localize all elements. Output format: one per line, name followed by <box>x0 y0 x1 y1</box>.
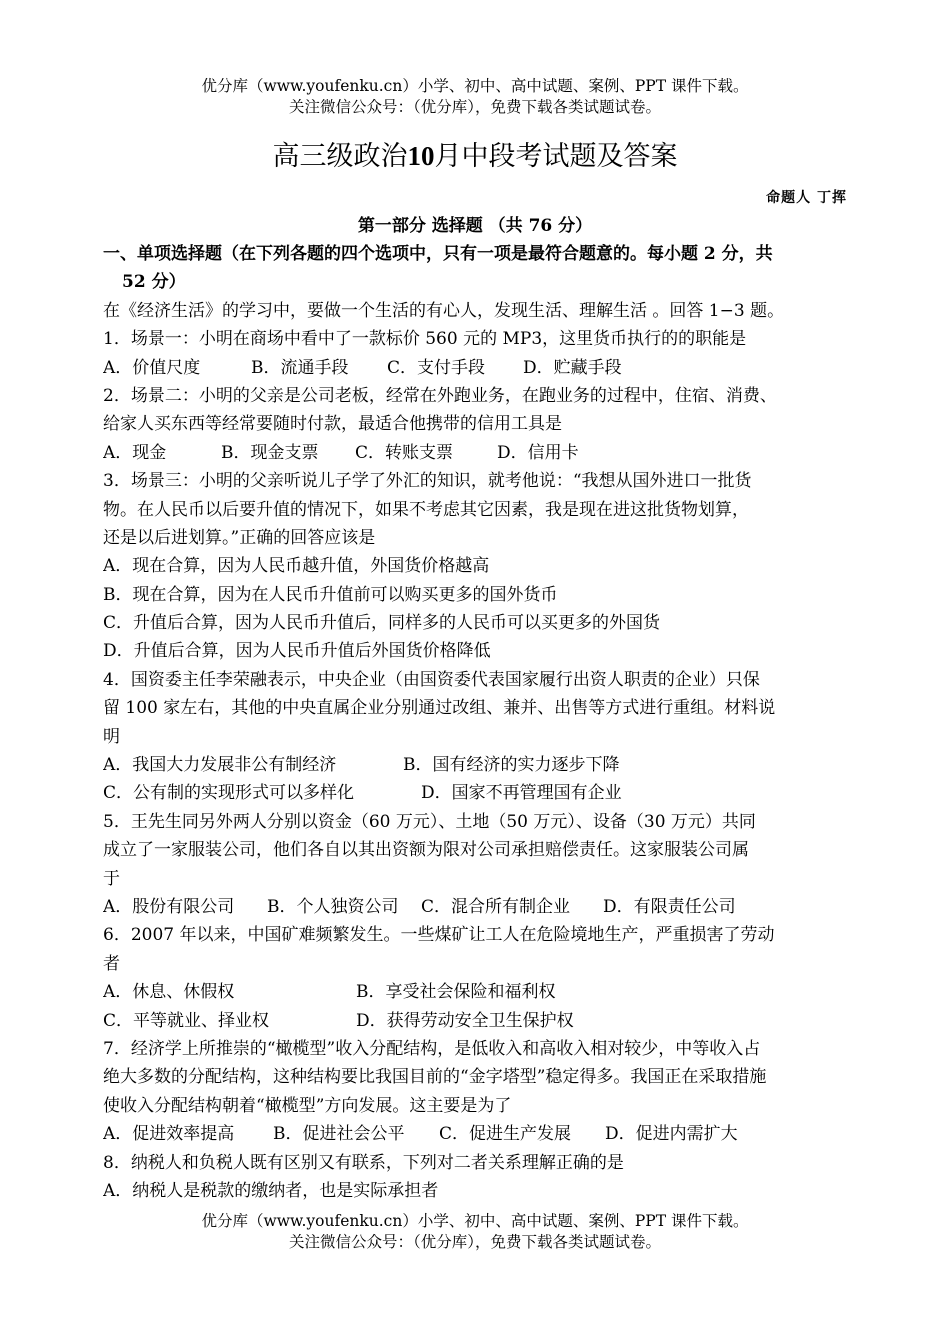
option-b: B．个人独资公司 <box>267 896 399 917</box>
option-d: D．有限责任公司 <box>603 896 736 917</box>
option-a: A．价值尺度 <box>103 357 201 378</box>
question-5-stem: 于 <box>103 868 120 889</box>
option-a: A．休息、休假权 <box>103 982 235 1003</box>
option-a: A．促进效率提高 <box>103 1124 235 1145</box>
question-7-stem: 使收入分配结构朝着“橄榄型”方向发展。这主要是为了 <box>103 1095 512 1116</box>
footer-line-1: 优分库（www.youfenku.cn）小学、初中、高中试题、案例、PPT 课件下载。 <box>201 1212 749 1230</box>
question-7-options <box>103 1120 863 1148</box>
option-c: C．混合所有制企业 <box>421 896 571 917</box>
section-heading: 一、单项选择题（在下列各题的四个选项中，只有一项是最符合题意的。每小题 2 分，共 <box>103 244 773 264</box>
footer-line-2: 关注微信公众号：（优分库），免费下载各类试题试卷。 <box>288 1233 661 1251</box>
part-heading: 第一部分 选择题 （共 76 分） <box>357 216 593 236</box>
question-4-stem: 明 <box>103 726 120 747</box>
option-c: C．转账支票 <box>355 442 454 463</box>
document-title: 高三级政治10月中段考试题及答案 <box>272 141 678 172</box>
question-3-stem: 还是以后进划算。”正确的回答应该是 <box>103 527 376 548</box>
option-a: A．现金 <box>103 442 167 463</box>
question-8-stem: 8．纳税人和负税人既有区别又有联系，下列对二者关系理解正确的是 <box>103 1152 624 1173</box>
option-d: D．获得劳动安全卫生保护权 <box>356 1010 574 1031</box>
question-6-stem: 6．2007 年以来，中国矿难频繁发生。一些煤矿让工人在危险境地生产，严重损害了劳动 <box>103 925 775 946</box>
option-c: C．支付手段 <box>387 357 486 378</box>
option-a: A．我国大力发展非公有制经济 <box>103 755 337 776</box>
option-c: C．平等就业、择业权 <box>103 1010 270 1031</box>
option-b: B．国有经济的实力逐步下降 <box>403 755 620 776</box>
question-6-stem: 者 <box>103 953 120 974</box>
question-4-stem: 留 100 家左右，其他的中央直属企业分别通过改组、兼并、出售等方式进行重组。材料说 <box>103 698 776 719</box>
question-2-stem: 2．场景二：小明的父亲是公司老板，经常在外跑业务，在跑业务的过程中，住宿、消费、 <box>103 385 777 406</box>
question-6-options <box>103 978 863 1006</box>
section-heading-cont: 52 分） <box>122 272 186 293</box>
option-d: D．贮藏手段 <box>523 357 622 378</box>
option-d: D．促进内需扩大 <box>605 1124 738 1145</box>
option-d: D．国家不再管理国有企业 <box>421 783 622 804</box>
intro-text: 在《经济生活》的学习中，要做一个生活的有心人，发现生活、理解生活 。回答 1−3 题。 <box>103 300 785 321</box>
option-d: D．升值后合算，因为人民币升值后外国货价格降低 <box>103 641 491 662</box>
author-line: 命题人 丁挥 <box>766 190 847 206</box>
option-b: B．促进社会公平 <box>273 1124 405 1145</box>
question-1-options <box>103 354 863 382</box>
option-a: A．现在合算，因为人民币越升值，外国货价格越高 <box>103 556 490 577</box>
question-5-options <box>103 893 863 921</box>
question-7-stem: 绝大多数的分配结构，这种结构要比我国目前的“金字塔型”稳定得多。我国正在采取措施 <box>103 1067 767 1088</box>
question-5-stem: 5．王先生同另外两人分别以资金（60 万元）、土地（50 万元）、设备（30 万元）共同 <box>103 811 756 832</box>
question-2-stem: 给家人买东西等经常要随时付款，最适合他携带的信用工具是 <box>103 414 562 435</box>
option-b: B．享受社会保险和福利权 <box>356 982 556 1003</box>
question-3-stem: 3．场景三：小明的父亲听说儿子学了外汇的知识，就考他说：“我想从国外进口一批货 <box>103 471 752 492</box>
question-body <box>103 240 863 1205</box>
question-4-stem: 4．国资委主任李荣融表示，中央企业（由国资委代表国家履行出资人职责的企业）只保 <box>103 669 760 690</box>
question-7-stem: 7．经济学上所推崇的“橄榄型”收入分配结构，是低收入和高收入相对较少，中等收入占 <box>103 1038 761 1059</box>
question-5-stem: 成立了一家服装公司，他们各自以其出资额为限对公司承担赔偿责任。这家服装公司属 <box>103 840 749 861</box>
option-c: C．升值后合算，因为人民币升值后，同样多的人民币可以买更多的外国货 <box>103 613 661 634</box>
option-b: B．流通手段 <box>251 357 349 378</box>
question-6-options <box>103 1007 863 1035</box>
question-3-stem: 物。在人民币以后要升值的情况下，如果不考虑其它因素，我是现在进这批货物划算， <box>103 499 749 520</box>
question-1-stem: 1．场景一：小明在商场中看中了一款标价 560 元的 MP3，这里货币执行的的职能是 <box>103 329 747 350</box>
header-line-1: 优分库（www.youfenku.cn）小学、初中、高中试题、案例、PPT 课件下载。 <box>201 77 749 95</box>
option-a: A．纳税人是税款的缴纳者，也是实际承担者 <box>103 1180 439 1201</box>
question-4-options <box>103 779 863 807</box>
option-b: B．现金支票 <box>221 442 319 463</box>
header-line-2: 关注微信公众号：（优分库），免费下载各类试题试卷。 <box>288 98 661 116</box>
option-b: B．现在合算，因为在人民币升值前可以购买更多的国外货币 <box>103 584 558 605</box>
option-d: D．信用卡 <box>497 442 579 463</box>
question-4-options <box>103 751 863 779</box>
option-c: C．促进生产发展 <box>439 1124 572 1145</box>
question-2-options <box>103 439 863 467</box>
option-c: C．公有制的实现形式可以多样化 <box>103 783 355 804</box>
option-a: A．股份有限公司 <box>103 896 235 917</box>
